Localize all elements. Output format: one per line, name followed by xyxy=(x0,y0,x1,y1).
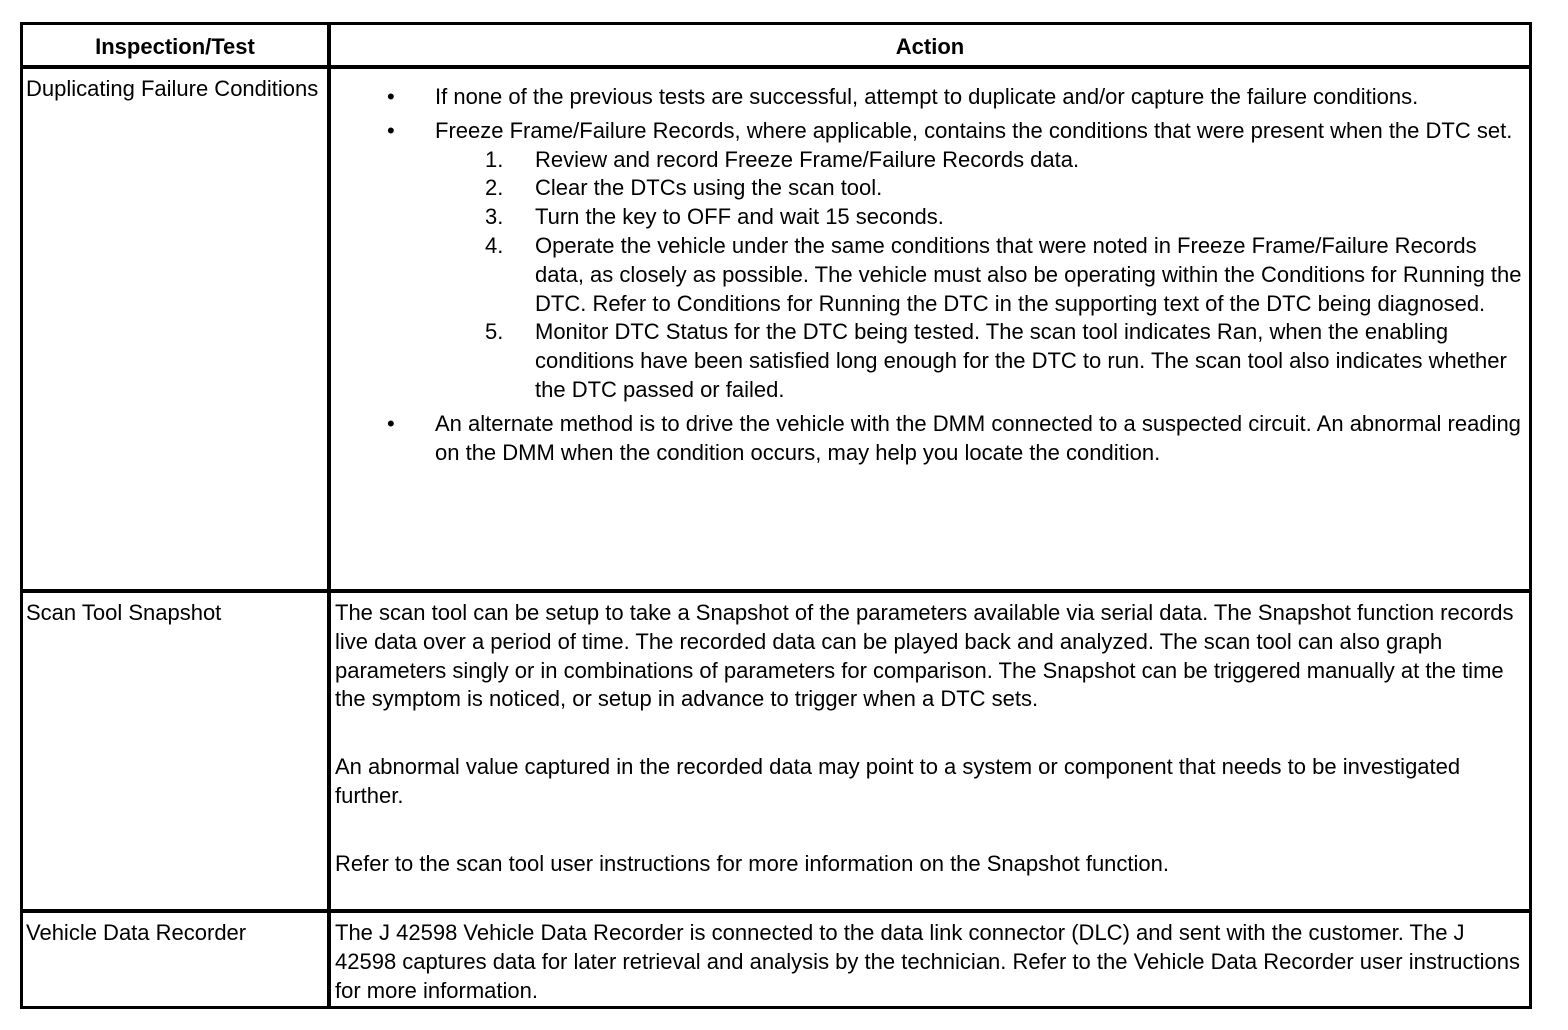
header-action: Action xyxy=(895,34,965,59)
step-text: Monitor DTC Status for the DTC being tested. The scan tool indicates Ran, when the enabling conditions have been satisfied long enough for the DTC to run. The scan tool also indicates whether the DTC passed or failed. xyxy=(535,319,1507,402)
step-text: Operate the vehicle under the same conditions that were noted in Freeze Frame/Failure Records data, as closely as possible. The vehicle must also be operating within the Conditions for Running the DTC. Refer to Conditions for Running the DTC in the supporting text of the DTC being diagnosed. xyxy=(535,232,1522,316)
step-number: 4. xyxy=(485,232,504,258)
step-text: Review and record Freeze Frame/Failure Records data. xyxy=(535,146,1080,172)
table-row xyxy=(23,69,1529,593)
action-paragraph: Refer to the scan tool user instructions for more information on the Snapshot function. xyxy=(335,850,1170,876)
action-cell xyxy=(335,599,1525,879)
inspection-cell: Duplicating Failure Conditions xyxy=(26,76,319,101)
step-number: 3. xyxy=(485,204,504,230)
step-number: 2. xyxy=(485,175,504,201)
step-item xyxy=(435,146,1525,175)
bullet-icon: • xyxy=(387,410,395,436)
bullet-text: An alternate method is to drive the vehicle with the DMM connected to a suspected circuit. An abnormal reading on the DMM when the condition occurs, may help you locate the condition. xyxy=(435,410,1521,465)
step-text: Turn the key to OFF and wait 15 seconds. xyxy=(535,204,944,230)
numbered-step-list xyxy=(435,146,1525,405)
bullet-item xyxy=(335,410,1525,468)
bullet-icon: • xyxy=(387,117,395,143)
step-text: Clear the DTCs using the scan tool. xyxy=(535,175,883,201)
inspection-cell: Scan Tool Snapshot xyxy=(26,600,222,625)
step-number: 1. xyxy=(485,146,504,172)
action-paragraph: The J 42598 Vehicle Data Recorder is connected to the data link connector (DLC) and sent with the customer. The J 42598 captures data for later retrieval and analysis by the technician. Refer to the Vehicle Data Recorder user instructions for more information. xyxy=(335,920,1520,1003)
step-item xyxy=(435,232,1525,318)
action-cell xyxy=(335,919,1525,1005)
table-row xyxy=(23,913,1529,1009)
header-inspection-test: Inspection/Test xyxy=(95,34,255,59)
table-header-row xyxy=(23,25,1529,69)
action-paragraph: An abnormal value captured in the recorded data may point to a system or component that needs to be investigated further. xyxy=(335,754,1461,808)
bullet-list xyxy=(335,83,1525,467)
inspection-table xyxy=(20,22,1532,1009)
step-item xyxy=(435,174,1525,203)
step-item xyxy=(435,318,1525,404)
bullet-item xyxy=(335,83,1525,112)
action-paragraph: The scan tool can be setup to take a Snapshot of the parameters available via serial data. The Snapshot function records live data over a period of time. The recorded data can be played back and analyzed. The scan tool can also graph parameters singly or in combinations of parameters for comparison. The Snapshot can be triggered manually at the time the symptom is noticed, or setup in advance to trigger when a DTC sets. xyxy=(335,600,1514,712)
step-number: 5. xyxy=(485,319,504,345)
inspection-cell: Vehicle Data Recorder xyxy=(26,920,247,945)
action-cell xyxy=(335,75,1525,472)
table-row xyxy=(23,593,1529,913)
bullet-text: Freeze Frame/Failure Records, where applicable, contains the conditions that were present when the DTC set. xyxy=(435,117,1513,143)
bullet-item xyxy=(335,117,1525,405)
step-item xyxy=(435,203,1525,232)
bullet-icon: • xyxy=(387,84,395,109)
bullet-text: If none of the previous tests are successful, attempt to duplicate and/or capture the failure conditions. xyxy=(435,84,1419,109)
